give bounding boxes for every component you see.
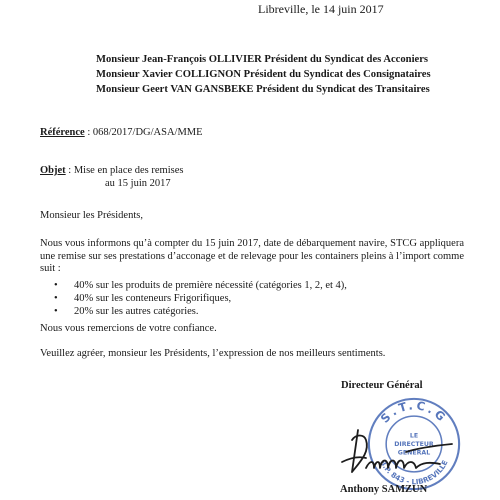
recipient-ollivier: Monsieur Jean-François OLLIVIER Président du Syndicat des Acconiers — [96, 54, 429, 65]
recipient-collignon: Monsieur Xavier COLLIGNON Président du Syndicat des Consignataires — [96, 69, 431, 80]
bullet-icon: • — [54, 306, 58, 317]
list-item-text: 20% sur les autres catégories. — [74, 306, 199, 317]
stamp-center-line2: DIRECTEUR — [394, 440, 434, 448]
reference-label: Référence — [40, 127, 85, 138]
recipient-van-gansbeke: Monsieur Geert VAN GANSBEKE Président du Syndicat des Transitaires — [96, 84, 430, 95]
body-paragraph: Nous vous informons qu’à compter du 15 juin 2017, date de débarquement navire, STCG appliquera une remise sur ses prestations d’acconage et de relevage pour les containers pleins à l’import comme suit : — [40, 238, 464, 274]
stamp-bottom-text: B.P. 843 - LIBREVILLE — [378, 458, 450, 487]
list-item — [52, 279, 347, 292]
list-item — [52, 292, 347, 305]
signatory-title: Directeur Général — [341, 380, 423, 391]
list-item-text: 40% sur les conteneurs Frigorifiques, — [74, 293, 232, 304]
handwritten-signature-icon — [336, 422, 460, 480]
reference-value: : 068/2017/DG/ASA/MME — [84, 127, 203, 138]
recipients-block — [96, 52, 431, 97]
place-date: Libreville, le 14 juin 2017 — [258, 2, 384, 16]
list-item — [52, 305, 347, 318]
objet-line1: : Mise en place des remises — [65, 165, 184, 176]
list-item-text: 40% sur les produits de première nécessité (catégories 1, 2, et 4), — [74, 280, 347, 291]
stamp-center-line3: GENERAL — [397, 449, 431, 457]
closing-line: Veuillez agréer, monsieur les Présidents, l’expression de nos meilleurs sentiments. — [40, 348, 386, 359]
signatory-name: Anthony SAMZUN — [340, 484, 428, 495]
objet-label: Objet — [40, 165, 66, 176]
stamp-top-text: S.T.C.G — [377, 398, 451, 426]
objet-block — [40, 164, 183, 190]
objet-line2: au 15 juin 2017 — [105, 178, 171, 189]
bullet-icon: • — [54, 280, 58, 291]
thanks-line: Nous vous remercions de votre confiance. — [40, 323, 217, 334]
salutation: Monsieur les Présidents, — [40, 210, 143, 221]
bullet-icon: • — [54, 293, 58, 304]
reference-line — [40, 127, 203, 138]
discount-list — [52, 279, 347, 318]
stamp-center-line1: LE — [409, 432, 419, 440]
